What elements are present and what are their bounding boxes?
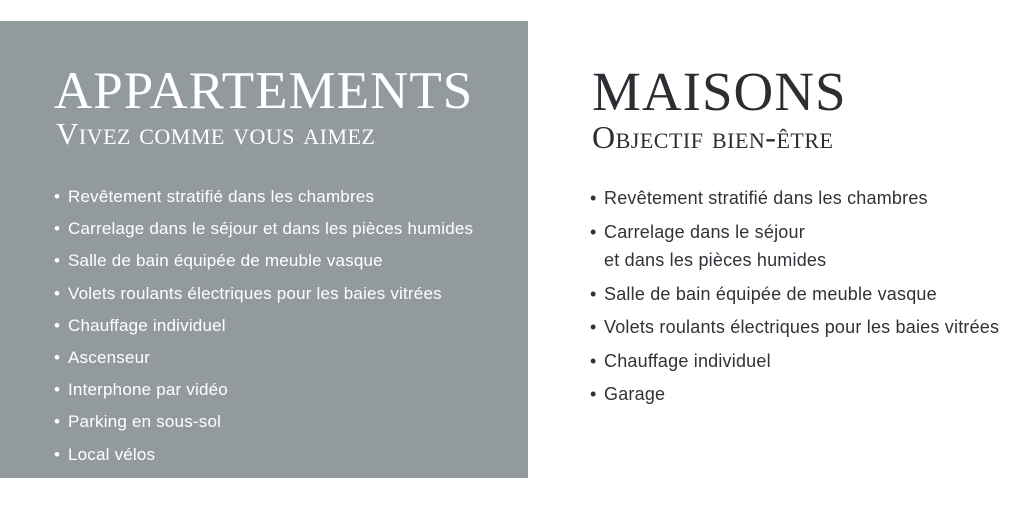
bullet-icon: •: [590, 350, 597, 371]
list-item: [54, 283, 473, 315]
list-item: [54, 444, 473, 476]
maisons-title: MAISONS: [592, 61, 847, 122]
feature-label-line-1: Carrelage dans le séjour: [604, 221, 805, 242]
list-item: [54, 411, 473, 443]
list-item: [590, 383, 999, 405]
bullet-icon: •: [590, 221, 597, 242]
feature-label: Salle de bain équipée de meuble vasque: [68, 251, 383, 271]
appartements-feature-list: [54, 186, 473, 476]
list-item: [590, 218, 999, 274]
bullet-icon: •: [54, 283, 61, 303]
bullet-icon: •: [54, 412, 61, 432]
bullet-icon: •: [54, 251, 61, 271]
bullet-icon: •: [590, 384, 597, 404]
list-item: [590, 350, 999, 372]
list-item: [590, 283, 999, 305]
maisons-subtitle: Objectif bien-être: [592, 119, 834, 155]
bullet-icon: •: [590, 283, 597, 304]
feature-label: Local vélos: [68, 444, 156, 464]
feature-label: Volets roulants électriques pour les baies vitrées: [604, 317, 1000, 337]
bullet-icon: •: [54, 219, 61, 239]
list-item: [54, 218, 473, 250]
list-item: [590, 187, 999, 209]
feature-label: Chauffage individuel: [604, 350, 771, 371]
appartements-title: APPARTEMENTS: [54, 62, 474, 120]
feature-label: Parking en sous-sol: [68, 412, 222, 432]
bullet-icon: •: [54, 187, 61, 206]
bullet-icon: •: [54, 347, 61, 367]
appartements-subtitle: Vivez comme vous aimez: [56, 116, 376, 151]
feature-label-line-2: et dans les pièces humides: [604, 249, 827, 270]
list-item: [54, 379, 473, 411]
list-item: [54, 186, 473, 218]
feature-label: Carrelage dans le séjour et dans les pièces humides: [68, 219, 474, 239]
feature-label: Revêtement stratifié dans les chambres: [68, 187, 375, 206]
bullet-icon: •: [54, 444, 61, 464]
list-item: [54, 250, 473, 282]
maisons-feature-list: [590, 187, 999, 417]
list-item: [590, 316, 999, 338]
list-item: [54, 315, 473, 347]
bullet-icon: •: [54, 380, 61, 400]
feature-label: Salle de bain équipée de meuble vasque: [604, 283, 937, 304]
list-item: [54, 347, 473, 379]
bullet-icon: •: [54, 315, 61, 335]
feature-label: Garage: [604, 384, 666, 404]
feature-label: Chauffage individuel: [68, 315, 226, 335]
feature-label: Interphone par vidéo: [68, 380, 228, 400]
feature-label: Revêtement stratifié dans les chambres: [604, 188, 928, 208]
bullet-icon: •: [590, 188, 597, 208]
feature-label: Volets roulants électriques pour les baies vitrées: [68, 283, 442, 303]
bullet-icon: •: [590, 317, 597, 337]
feature-label: Ascenseur: [68, 347, 151, 367]
